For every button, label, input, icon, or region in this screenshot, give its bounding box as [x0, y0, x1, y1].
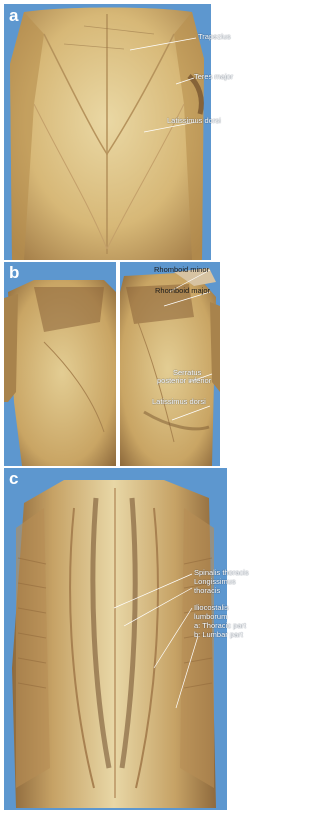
panel-c — [4, 468, 249, 810]
label-iliocostalis-line1: Iliocostalis — [194, 603, 229, 612]
label-serratus-line2: posterior inferior — [157, 376, 212, 385]
label-teres-major: Teres major — [194, 72, 234, 81]
panel-b-divider — [116, 262, 120, 466]
label-longissimus-line1: Longissimus — [194, 577, 236, 586]
label-latissimus-dorsi-a: Latissimus dorsi — [167, 116, 221, 125]
panel-b — [4, 262, 220, 466]
label-spinalis-thoracis: Spinalis thoracis — [194, 568, 249, 577]
label-rhomboid-minor: Rhomboid minor — [154, 265, 210, 274]
label-lumbar-part: b: Lumbar part — [194, 630, 243, 639]
label-longissimus-line2: thoracis — [194, 586, 221, 595]
label-serratus-line1: Serratus — [173, 368, 202, 377]
panel-c-letter: c — [9, 469, 19, 488]
panel-a-dissection-image — [4, 4, 211, 260]
label-iliocostalis-line2: lumborum — [194, 612, 228, 621]
panel-a — [4, 4, 234, 260]
panel-b-letter: b — [9, 263, 20, 282]
label-thoracic-part: a: Thoracic part — [194, 621, 246, 630]
label-latissimus-dorsi-b: Latissimus dorsi — [152, 397, 206, 406]
panel-a-letter: a — [9, 6, 19, 25]
label-trapezius: Trapezius — [198, 32, 231, 41]
panel-c-dissection-image — [4, 468, 227, 810]
label-rhomboid-major: Rhomboid major — [155, 286, 211, 295]
